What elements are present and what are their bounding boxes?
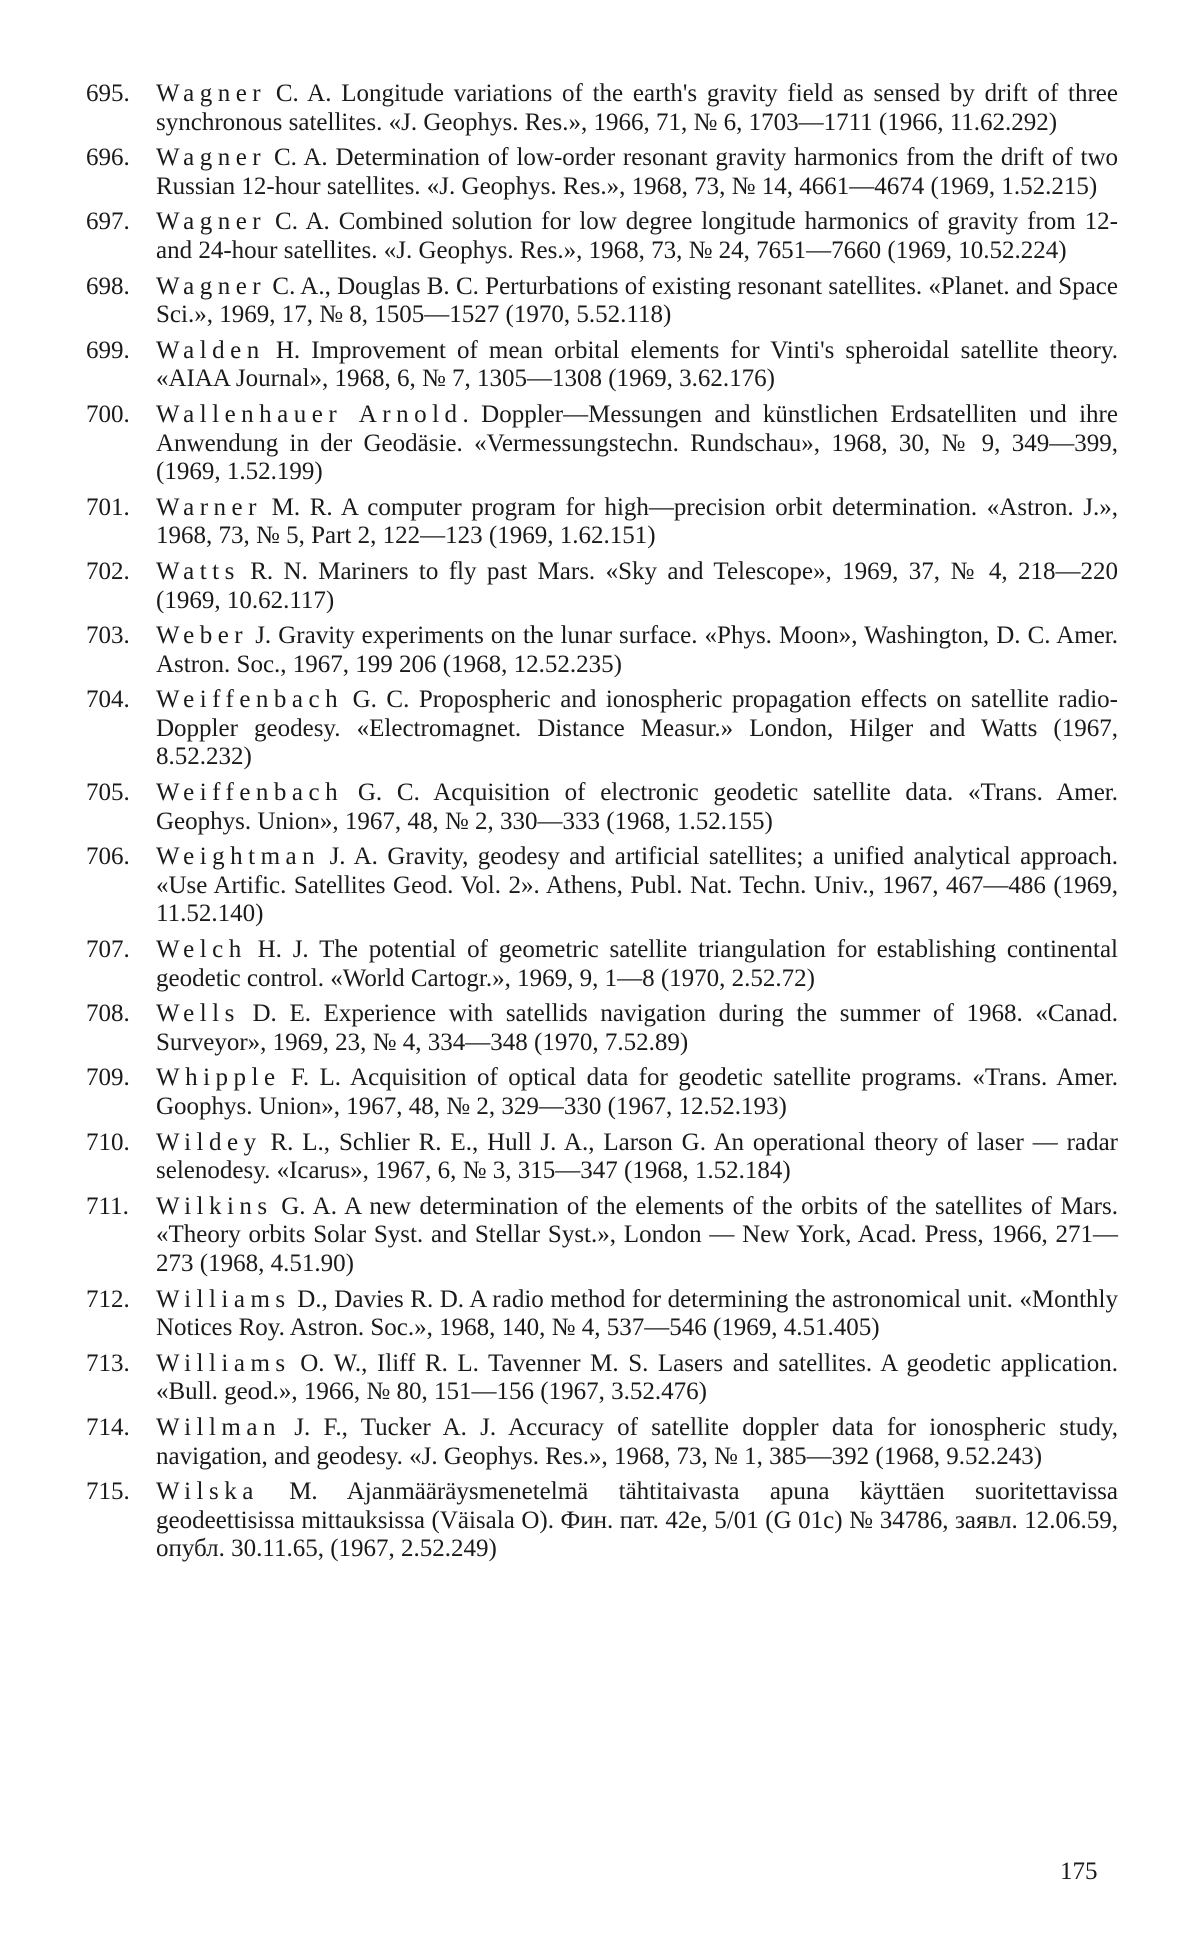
reference-entry xyxy=(86,80,1118,137)
reference-entry xyxy=(86,1193,1118,1279)
reference-entry xyxy=(86,1000,1118,1057)
reference-number: 699. xyxy=(86,336,130,364)
reference-entry xyxy=(86,686,1118,772)
reference-author: Weiffenbach xyxy=(156,686,344,714)
reference-entry xyxy=(86,1350,1118,1407)
reference-text: G. C. Propospheric and ionospheric propagation effects on satellite radio-Doppler geodesy. «Electromagnet. Distance Measur.» London, Hilger and Watts (1967, 8.52.232) xyxy=(156,686,1118,771)
reference-text: G. C. Acquisition of electronic geodetic satellite data. «Trans. Amer. Geophys. Union», 1967, 48, № 2, 330—333 (1968, 1.52.155) xyxy=(156,779,1118,835)
reference-entry xyxy=(86,936,1118,993)
reference-number: 714. xyxy=(86,1413,130,1441)
reference-number: 710. xyxy=(86,1128,130,1156)
reference-list xyxy=(86,80,1118,1571)
reference-entry xyxy=(86,1286,1118,1343)
reference-entry xyxy=(86,144,1118,201)
reference-text: M. Ajanmääräysmenetelmä tähtitaivasta apuna käyttäen suoritettavissa geodeettisissa mittauksissa (Väisala O). Фин. пат. 42е, 5/01 (G 01с) № 34786, заявл. 12.06.59, опубл. 30.11.65, (1967, 2.52.249) xyxy=(156,1478,1118,1563)
reference-text: R. L., Schlier R. E., Hull J. A., Larson G. An operational theory of laser — radar selenodesy. «Icarus», 1967, 6, № 3, 315—347 (1968, 1.52.184) xyxy=(156,1128,1118,1185)
reference-entry xyxy=(86,558,1118,615)
reference-text: J. A. Gravity, geodesy and artificial satellites; a unified analytical approach. «Use Artific. Satellites Geod. Vol. 2». Athens, Publ. Nat. Techn. Univ., 1967, 467—486 (1969, 11.52.140) xyxy=(156,843,1118,928)
reference-number: 697. xyxy=(86,208,130,236)
reference-entry xyxy=(86,843,1118,929)
reference-entry xyxy=(86,1064,1118,1121)
reference-number: 704. xyxy=(86,686,130,714)
reference-author: Willman xyxy=(156,1413,281,1441)
reference-number: 715. xyxy=(86,1478,130,1506)
reference-number: 703. xyxy=(86,622,130,650)
reference-number: 708. xyxy=(86,1000,130,1028)
reference-text: C. A. Longitude variations of the earth's gravity field as sensed by drift of three synchronous satellites. «J. Geophys. Res.», 1966, 71, № 6, 1703—1711 (1966, 11.62.292) xyxy=(156,80,1118,136)
reference-number: 706. xyxy=(86,843,130,871)
reference-number: 705. xyxy=(86,779,130,807)
reference-entry xyxy=(86,1478,1118,1564)
reference-entry xyxy=(86,208,1118,265)
reference-entry xyxy=(86,1129,1118,1186)
reference-author: Warner xyxy=(156,493,262,521)
reference-number: 695. xyxy=(86,80,130,107)
reference-entry xyxy=(86,337,1118,394)
reference-text: F. L. Acquisition of optical data for geodetic satellite programs. «Trans. Amer. Goophys. Union», 1967, 48, № 2, 329—330 (1967, 12.52.193) xyxy=(156,1064,1118,1120)
reference-text: R. N. Mariners to fly past Mars. «Sky and Telescope», 1969, 37, № 4, 218—220 (1969, 10.62.117) xyxy=(156,557,1118,614)
reference-number: 698. xyxy=(86,272,130,300)
reference-author: Wildey xyxy=(156,1128,262,1156)
reference-entry xyxy=(86,622,1118,679)
reference-text: J. F., Tucker A. J. Accuracy of satellite doppler data for ionospheric study, navigation, and geodesy. «J. Geophys. Res.», 1968, 73, № 1, 385—392 (1968, 9.52.243) xyxy=(156,1413,1118,1470)
reference-author: Wilska xyxy=(156,1478,259,1506)
reference-text: J. Gravity experiments on the lunar surface. «Phys. Moon», Washington, D. C. Amer. Astron. Soc., 1967, 199 206 (1968, 12.52.235) xyxy=(156,622,1118,678)
reference-author: Wallenhauer Arnold xyxy=(156,400,463,428)
reference-author: Wagner xyxy=(156,208,267,236)
reference-text: O. W., Iliff R. L. Tavenner M. S. Lasers and satellites. A geodetic application. «Bull. geod.», 1966, № 80, 151—156 (1967, 3.52.476) xyxy=(156,1349,1118,1406)
reference-author: Wagner xyxy=(156,144,267,172)
reference-entry xyxy=(86,1414,1118,1471)
reference-text: C. A. Determination of low-order resonant gravity harmonics from the drift of two Russian 12-hour satellites. «J. Geophys. Res.», 1968, 73, № 14, 4661—4674 (1969, 1.52.215) xyxy=(156,144,1118,200)
reference-author: Welch xyxy=(156,936,247,964)
reference-author: Watts xyxy=(156,557,240,585)
reference-number: 712. xyxy=(86,1285,130,1313)
reference-entry xyxy=(86,273,1118,330)
reference-text: D., Davies R. D. A radio method for determining the astronomical unit. «Monthly Notices Roy. Astron. Soc.», 1968, 140, № 4, 537—546 (1969, 4.51.405) xyxy=(156,1285,1118,1342)
reference-number: 701. xyxy=(86,493,130,521)
reference-author: Wagner xyxy=(156,272,267,300)
page-number: 175 xyxy=(1060,1858,1098,1885)
reference-text: H. J. The potential of geometric satellite triangulation for establishing continental geodetic control. «World Cartogr.», 1969, 9, 1—8 (1970, 2.52.72) xyxy=(156,936,1118,992)
reference-author: Weber xyxy=(156,622,249,650)
reference-number: 702. xyxy=(86,557,130,585)
reference-entry xyxy=(86,401,1118,487)
reference-number: 696. xyxy=(86,144,130,172)
reference-author: Walden xyxy=(156,336,265,364)
reference-number: 711. xyxy=(86,1192,129,1220)
reference-text: D. E. Experience with satellids navigation during the summer of 1968. «Canad. Surveyor», 1969, 23, № 4, 334—348 (1970, 7.52.89) xyxy=(156,1000,1118,1056)
reference-number: 707. xyxy=(86,936,130,964)
reference-text: . Doppler—Messungen and künstlichen Erdsatelliten und ihre Anwendung in der Geodäsie. «Vermessungstechn. Rundschau», 1968, 30, № 9, 349—399, (1969, 1.52.199) xyxy=(156,400,1118,486)
reference-number: 700. xyxy=(86,400,130,428)
reference-author: Wagner xyxy=(156,80,267,107)
reference-text: C. A., Douglas B. C. Perturbations of existing resonant satellites. «Planet. and Space Sci.», 1969, 17, № 8, 1505—1527 (1970, 5.52.118) xyxy=(156,272,1118,329)
reference-author: Weightman xyxy=(156,843,321,871)
reference-text: H. Improvement of mean orbital elements for Vinti's spheroidal satellite theory. «AIAA Journal», 1968, 6, № 7, 1305—1308 (1969, 3.62.176) xyxy=(156,336,1118,393)
reference-number: 709. xyxy=(86,1064,130,1092)
reference-author: Whipple xyxy=(156,1064,281,1092)
reference-text: C. A. Combined solution for low degree longitude harmonics of gravity from 12- and 24-hour satellites. «J. Geophys. Res.», 1968, 73, № 24, 7651—7660 (1969, 10.52.224) xyxy=(156,208,1118,264)
reference-author: Weiffenbach xyxy=(156,779,344,807)
reference-author: Wells xyxy=(156,1000,240,1028)
reference-author: Wilkins xyxy=(156,1192,273,1220)
reference-author: Williams xyxy=(156,1285,291,1313)
reference-text: G. A. A new determination of the elements of the orbits of the satellites of Mars. «Theory orbits Solar Syst. and Stellar Syst.», London — New York, Acad. Press, 1966, 271—273 (1968, 4.51.90) xyxy=(156,1192,1118,1277)
reference-number: 713. xyxy=(86,1349,130,1377)
reference-text: M. R. A computer program for high—precision orbit determination. «Astron. J.», 1968, 73, № 5, Part 2, 122—123 (1969, 1.62.151) xyxy=(156,493,1118,550)
reference-entry xyxy=(86,494,1118,551)
reference-author: Williams xyxy=(156,1349,291,1377)
reference-entry xyxy=(86,779,1118,836)
